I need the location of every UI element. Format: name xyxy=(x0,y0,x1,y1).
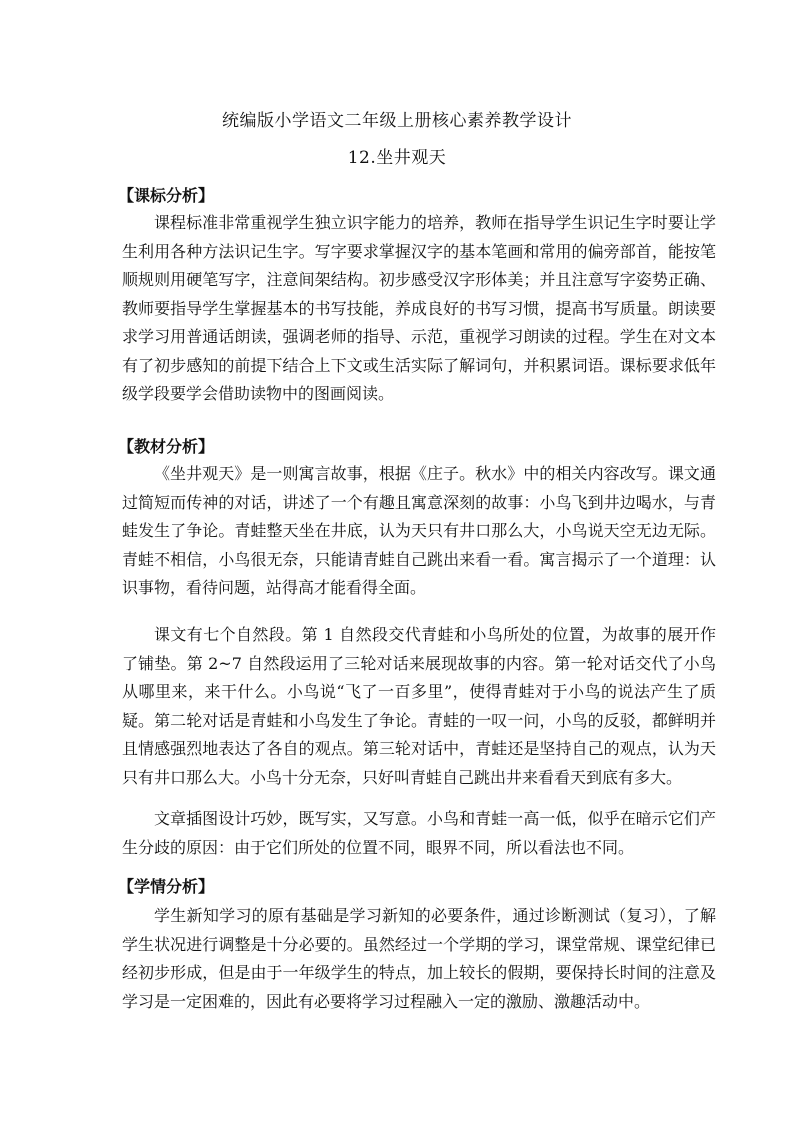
paragraph-learner: 学生新知学习的原有基础是学习新知的必要条件，通过诊断测试（复习），了解学生状况进行调整是十分必要的。虽然经过一个学期的学习，课堂常规、课堂纪律已经初步形成，但是由于一年级学生的特点，加上较长的假期，要保持长时间的注意及学习是一定困难的，因此有必要将学习过程融入一定的激励、激趣活动中。 xyxy=(122,906,716,1011)
paragraph-curriculum: 课程标准非常重视学生独立识字能力的培养，教师在指导学生识记生字时要让学生利用各种方法识记生字。写字要求掌握汉字的基本笔画和常用的偏旁部首，能按笔顺规则用硬笔写字，注意间架结构。初步感受汉字形体美；并且注意写字姿势正确、教师要指导学生掌握基本的书写技能，养成良好的书写习惯，提高书写质量。朗读要求学习用普通话朗读，强调老师的指导、示范，重视学习朗读的过程。学生在对文本有了初步感知的前提下结合上下文或生活实际了解词句，并积累词语。课标要求低年级学段要学会借助读物中的图画阅读。 xyxy=(122,213,716,403)
section-heading-textbook: 【教材分析】 xyxy=(118,437,215,456)
paragraph-textbook-3: 文章插图设计巧妙，既写实，又写意。小鸟和青蛙一高一低，似乎在暗示它们产生分歧的原因：由于它们所处的位置不同，眼界不同，所以看法也不同。 xyxy=(122,809,716,857)
document-title: 统编版小学语文二年级上册核心素养教学设计 xyxy=(222,111,572,131)
section-heading-curriculum: 【课标分析】 xyxy=(118,186,215,205)
paragraph-textbook-2: 课文有七个自然段。第 1 自然段交代青蛙和小鸟所处的位置，为故事的展开作了铺垫。第 2~7 自然段运用了三轮对话来展现故事的内容。第一轮对话交代了小鸟从哪里来，来干什么。小鸟说“飞了一百多里”，使得青蛙对于小鸟的说法产生了质疑。第二轮对话是青蛙和小鸟发生了争论。青蛙的一叹一问，小鸟的反驳，都鲜明并且情感强烈地表达了各自的观点。第三轮对话中，青蛙还是坚持自己的观点，认为天只有井口那么大。小鸟十分无奈，只好叫青蛙自己跳出井来看看天到底有多大。 xyxy=(122,625,716,787)
paragraph-textbook-1: 《坐井观天》是一则寓言故事，根据《庄子。秋水》中的相关内容改写。课文通过简短而传神的对话，讲述了一个有趣且寓意深刻的故事：小鸟飞到井边喝水，与青蛙发生了争论。青蛙整天坐在井底，认为天只有井口那么大，小鸟说天空无边无际。青蛙不相信，小鸟很无奈，只能请青蛙自己跳出来看一看。寓言揭示了一个道理：认识事物，看待问题，站得高才能看得全面。 xyxy=(122,464,716,597)
section-heading-learner: 【学情分析】 xyxy=(118,877,215,896)
lesson-title: 12.坐井观天 xyxy=(347,148,447,168)
